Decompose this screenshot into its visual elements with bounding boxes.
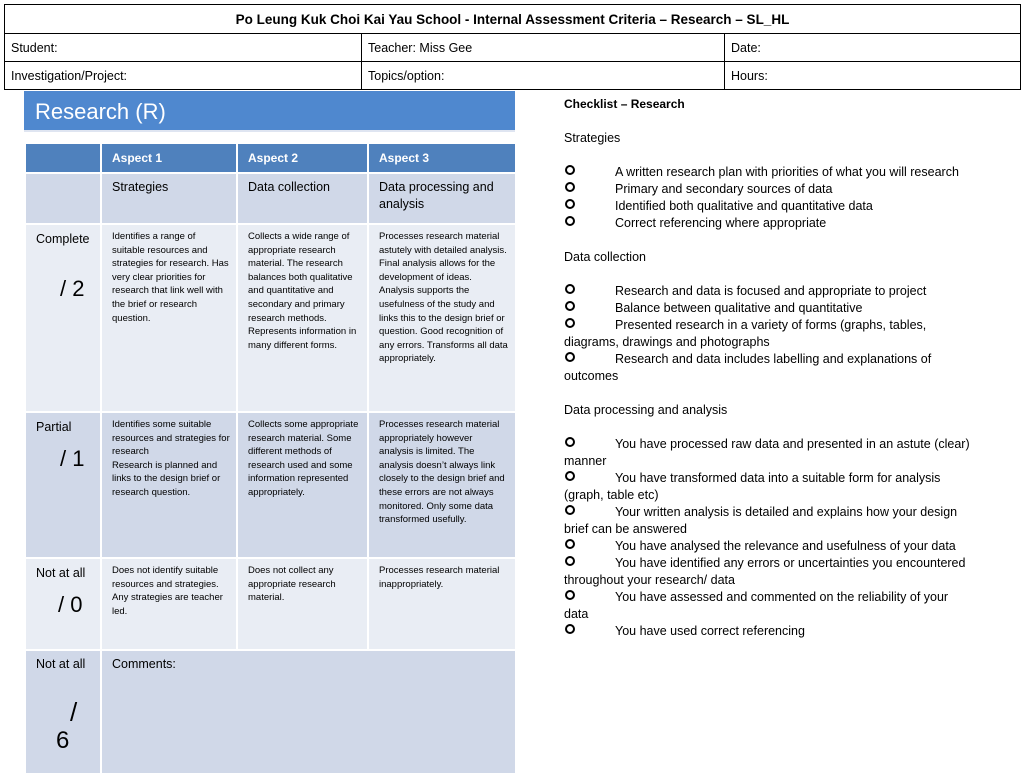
teacher-field[interactable]: Teacher: Miss Gee: [362, 34, 725, 62]
checklist-item: [564, 538, 974, 555]
rubric-row-complete: [25, 224, 516, 412]
level-label: Complete: [36, 232, 90, 246]
checklist-section-heading: Strategies: [564, 131, 621, 145]
circle-bullet-icon: [565, 182, 575, 192]
checklist-item: [564, 181, 974, 198]
aspect-subtitle: Data collection: [237, 173, 368, 224]
level-score: / 2: [60, 276, 85, 301]
checklist-item: [564, 351, 974, 385]
rubric-table: [24, 142, 517, 775]
criterion-cell: Collects a wide range of appropriate research material. The research balances both qualitative and quantitative and secondary and primary research methods. Represents information in many different forms.: [237, 224, 368, 412]
level-cell: [25, 224, 101, 412]
checklist-item: [564, 589, 974, 623]
checklist-item: [564, 164, 974, 181]
checklist-item-text: Balance between qualitative and quantitative: [615, 301, 863, 315]
checklist-item-text: Research and data includes labelling and explanations of outcomes: [564, 352, 932, 383]
student-field[interactable]: Student:: [5, 34, 362, 62]
total-slash: /: [70, 697, 78, 727]
checklist-item-text: Primary and secondary sources of data: [615, 182, 833, 196]
circle-bullet-icon: [565, 301, 575, 311]
checklist-item-text: A written research plan with priorities of what you will research: [615, 165, 959, 179]
header-table: [4, 4, 1021, 90]
checklist-item: [564, 436, 974, 470]
rubric-row-partial: [25, 412, 516, 558]
checklist-item-text: You have transformed data into a suitable form for analysis (graph, table etc): [564, 471, 941, 502]
header-corner: [25, 143, 101, 173]
checklist-item: [564, 300, 974, 317]
circle-bullet-icon: [565, 216, 575, 226]
criterion-text: Research is planned and links to the design brief or research question.: [112, 459, 221, 498]
aspect-subtitle: Data processing and analysis: [368, 173, 516, 224]
topics-field[interactable]: Topics/option:: [362, 62, 725, 90]
checklist-item-text: Identified both qualitative and quantitative data: [615, 199, 873, 213]
circle-bullet-icon: [565, 284, 575, 294]
checklist-item-text: Correct referencing where appropriate: [615, 216, 827, 230]
investigation-field[interactable]: Investigation/Project:: [5, 62, 362, 90]
level-label: Not at all: [36, 566, 86, 580]
criterion-cell: Processes research material astutely with detailed analysis. Final analysis allows for the development of ideas. Analysis supports the usefulness of the study and links this to the design brief or question. Good recognition of any errors. Transforms all data appropriately.: [368, 224, 516, 412]
rubric-row-none: [25, 558, 516, 650]
aspect-header: Aspect 3: [368, 143, 516, 173]
checklist-item: [564, 215, 974, 232]
checklist-item: [564, 555, 974, 589]
comments-box[interactable]: Comments:: [101, 650, 516, 774]
checklist-item: [564, 470, 974, 504]
checklist: [564, 96, 974, 640]
checklist-section-heading: Data processing and analysis: [564, 403, 728, 417]
circle-bullet-icon: [565, 556, 575, 566]
level-score: / 1: [60, 446, 85, 471]
document-title: Po Leung Kuk Choi Kai Yau School - Internal Assessment Criteria – Research – SL_HL: [5, 5, 1021, 34]
circle-bullet-icon: [565, 437, 575, 447]
checklist-title: Checklist – Research: [564, 97, 685, 111]
total-score: 6: [56, 727, 70, 754]
circle-bullet-icon: [565, 590, 575, 600]
circle-bullet-icon: [565, 352, 575, 362]
checklist-item-text: Research and data is focused and appropriate to project: [615, 284, 927, 298]
criterion-cell: Does not identify suitable resources and strategies. Any strategies are teacher led.: [101, 558, 237, 650]
subtitle-corner: [25, 173, 101, 224]
checklist-item: [564, 623, 974, 640]
circle-bullet-icon: [565, 199, 575, 209]
criterion-text: Identifies some suitable resources and strategies for research: [112, 419, 230, 458]
checklist-item: [564, 504, 974, 538]
checklist-item-text: You have identified any errors or uncertainties you encountered throughout your research/ data: [564, 556, 966, 587]
circle-bullet-icon: [565, 505, 575, 515]
circle-bullet-icon: [565, 624, 575, 634]
checklist-item-text: Presented research in a variety of forms (graphs, tables, diagrams, drawings and photographs: [564, 318, 927, 349]
checklist-item: [564, 317, 974, 351]
checklist-section-heading: Data collection: [564, 250, 646, 264]
circle-bullet-icon: [565, 318, 575, 328]
section-banner: Research (R): [24, 91, 515, 132]
checklist-item-text: You have used correct referencing: [615, 624, 805, 638]
hours-field[interactable]: Hours:: [725, 62, 1021, 90]
level-label: Partial: [36, 420, 72, 434]
criterion-cell: Identifies a range of suitable resources and strategies for research. Has very clear priorities for research that link well with the brief or research question.: [101, 224, 237, 412]
checklist-item-text: Your written analysis is detailed and explains how your design brief can be answered: [564, 505, 958, 536]
aspect-header: Aspect 1: [101, 143, 237, 173]
aspect-header: Aspect 2: [237, 143, 368, 173]
criterion-cell: Processes research material inappropriately.: [368, 558, 516, 650]
level-score: / 0: [58, 592, 83, 617]
level-cell: [25, 558, 101, 650]
checklist-item-text: You have processed raw data and presented in an astute (clear) manner: [564, 437, 970, 468]
circle-bullet-icon: [565, 165, 575, 175]
circle-bullet-icon: [565, 539, 575, 549]
checklist-item-text: You have assessed and commented on the reliability of your data: [564, 590, 949, 621]
circle-bullet-icon: [565, 471, 575, 481]
total-level-label: Not at all: [36, 657, 86, 671]
criterion-cell: Collects some appropriate research material. Some different methods of research used and some information represented appropriately.: [237, 412, 368, 558]
level-cell: [25, 412, 101, 558]
checklist-item: [564, 198, 974, 215]
aspect-subtitle: Strategies: [101, 173, 237, 224]
criterion-cell: Processes research material appropriately however analysis is limited. The analysis doesn’t always link closely to the design brief and these errors are not always monitored. Only some data transformed usefully.: [368, 412, 516, 558]
criterion-cell: Does not collect any appropriate research material.: [237, 558, 368, 650]
checklist-item: [564, 283, 974, 300]
total-cell: [25, 650, 101, 774]
date-field[interactable]: Date:: [725, 34, 1021, 62]
criterion-cell: [101, 412, 237, 558]
rubric-row-total: [25, 650, 516, 774]
checklist-item-text: You have analysed the relevance and usefulness of your data: [615, 539, 956, 553]
